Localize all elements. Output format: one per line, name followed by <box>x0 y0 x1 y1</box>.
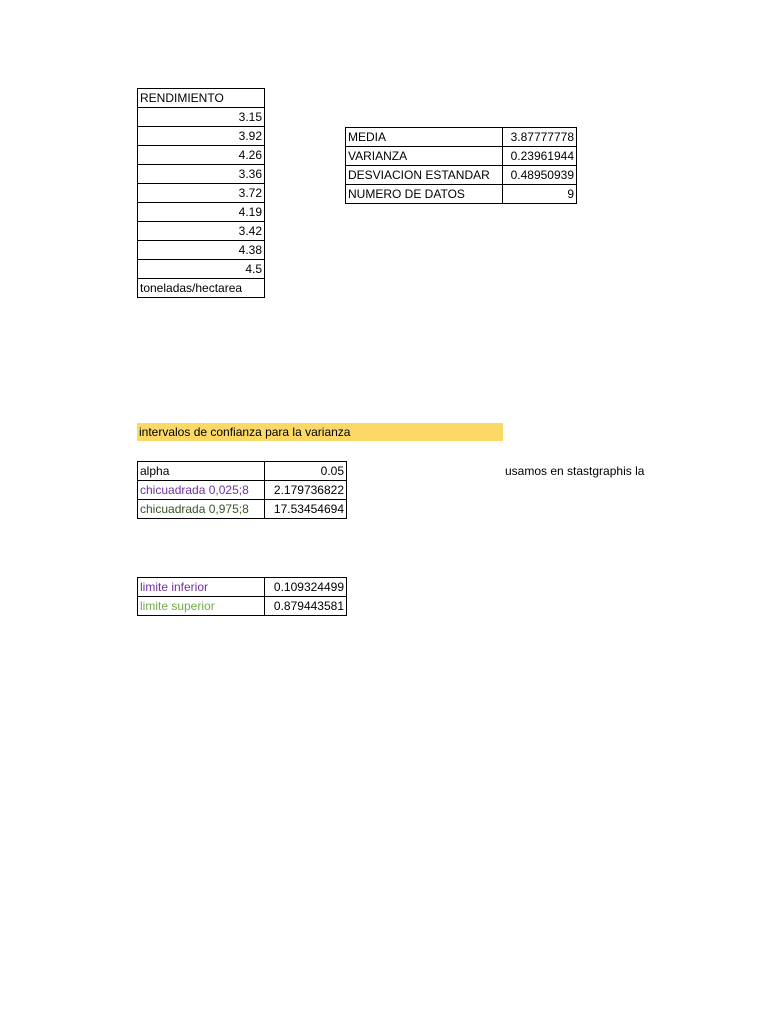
stats-row <box>346 166 577 185</box>
chi-lower-row <box>138 481 347 500</box>
stats-value[interactable]: 9 <box>503 185 577 204</box>
alpha-label[interactable]: alpha <box>138 462 265 481</box>
stats-row <box>346 128 577 147</box>
stats-value[interactable]: 3.87777778 <box>503 128 577 147</box>
rendimiento-value[interactable]: 4.19 <box>138 203 265 222</box>
rendimiento-value[interactable]: 3.42 <box>138 222 265 241</box>
stats-value[interactable]: 0.23961944 <box>503 147 577 166</box>
chi-lower-label[interactable]: chicuadrada 0,025;8 <box>138 481 265 500</box>
limits-table <box>137 577 347 616</box>
rendimiento-header[interactable]: RENDIMIENTO <box>138 89 265 108</box>
alpha-table <box>137 461 347 519</box>
limit-lower-value[interactable]: 0.109324499 <box>265 578 347 597</box>
stats-table <box>345 127 577 204</box>
rendimiento-value[interactable]: 4.26 <box>138 146 265 165</box>
limit-upper-value[interactable]: 0.879443581 <box>265 597 347 616</box>
stats-row <box>346 185 577 204</box>
alpha-value[interactable]: 0.05 <box>265 462 347 481</box>
limit-upper-label[interactable]: limite superior <box>138 597 265 616</box>
rendimiento-value[interactable]: 4.5 <box>138 260 265 279</box>
rendimiento-unit[interactable]: toneladas/hectarea <box>138 279 265 298</box>
stats-label[interactable]: MEDIA <box>346 128 503 147</box>
limit-lower-row <box>138 578 347 597</box>
limit-upper-row <box>138 597 347 616</box>
rendimiento-value[interactable]: 3.15 <box>138 108 265 127</box>
chi-lower-value[interactable]: 2.179736822 <box>265 481 347 500</box>
intervals-title[interactable]: intervalos de confianza para la varianza <box>137 423 503 441</box>
statgraphics-note[interactable]: usamos en stastgraphis la <box>505 464 645 478</box>
rendimiento-table <box>137 88 265 298</box>
stats-row <box>346 147 577 166</box>
chi-upper-value[interactable]: 17.53454694 <box>265 500 347 519</box>
alpha-row <box>138 462 347 481</box>
stats-label[interactable]: VARIANZA <box>346 147 503 166</box>
chi-upper-label[interactable]: chicuadrada 0,975;8 <box>138 500 265 519</box>
limit-lower-label[interactable]: limite inferior <box>138 578 265 597</box>
chi-upper-row <box>138 500 347 519</box>
rendimiento-value[interactable]: 4.38 <box>138 241 265 260</box>
rendimiento-value[interactable]: 3.36 <box>138 165 265 184</box>
stats-label[interactable]: NUMERO DE DATOS <box>346 185 503 204</box>
rendimiento-value[interactable]: 3.72 <box>138 184 265 203</box>
stats-label[interactable]: DESVIACION ESTANDAR <box>346 166 503 185</box>
stats-value[interactable]: 0.48950939 <box>503 166 577 185</box>
rendimiento-value[interactable]: 3.92 <box>138 127 265 146</box>
